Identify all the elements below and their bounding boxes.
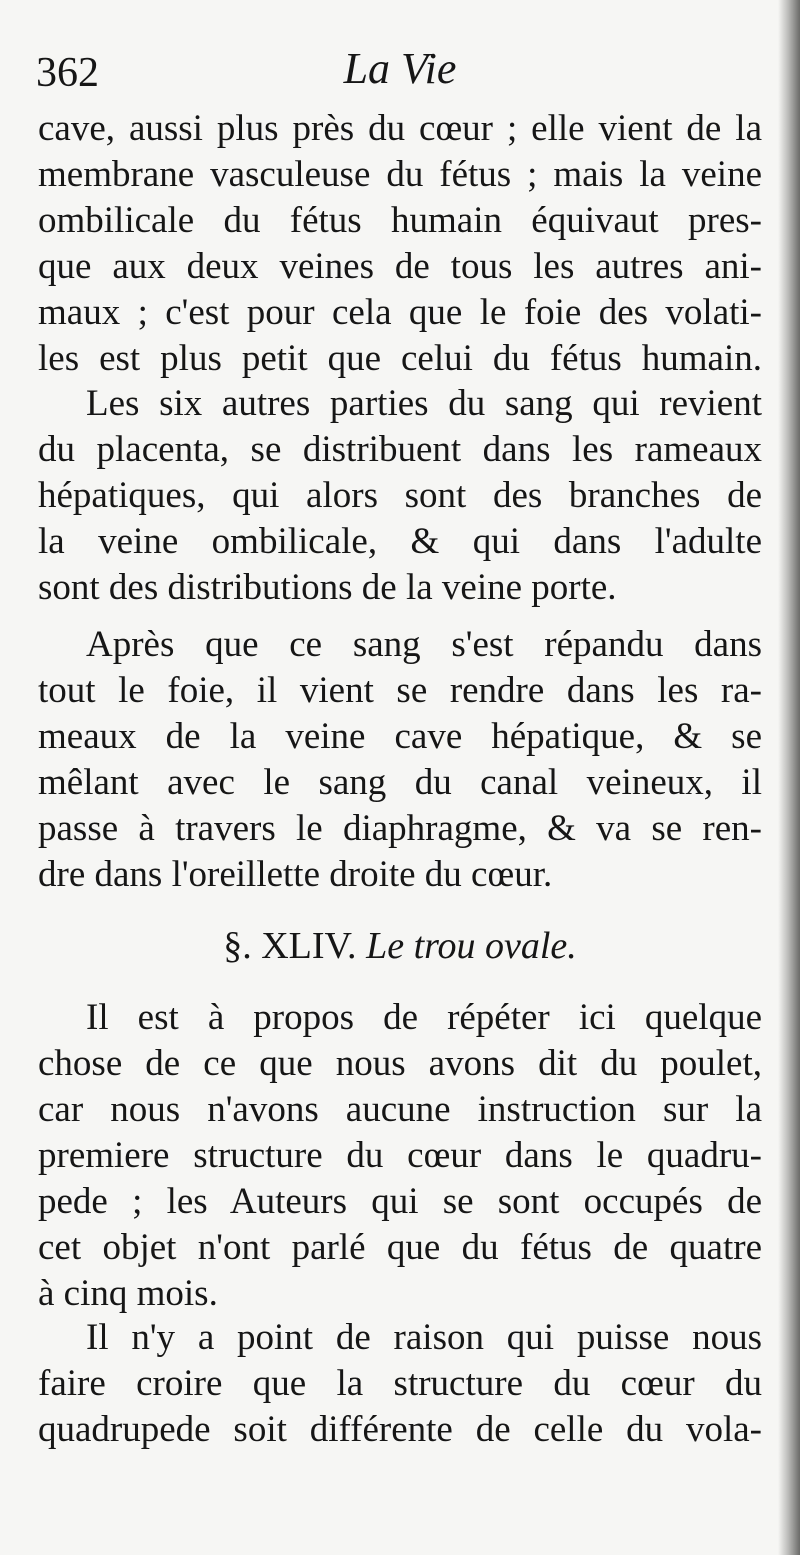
text-line: dre dans l'oreillette droite du cœur. — [38, 854, 553, 895]
text-line: ombilicale du fétus humain équivaut pres- — [38, 200, 762, 241]
running-title: La Vie — [343, 44, 457, 93]
section-heading — [0, 921, 800, 971]
text-line: quadrupede soit différente de celle du vola- — [38, 1409, 762, 1450]
text-line: Les six autres parties du sang qui revient — [86, 383, 762, 424]
text-line: Après que ce sang s'est répandu dans — [86, 624, 762, 665]
paragraph-3 — [38, 622, 762, 898]
text-line: Il est à propos de répéter ici quelque — [86, 997, 762, 1038]
text-line: du placenta, se distribuent dans les rameaux — [38, 429, 762, 470]
section-title: Le trou ovale. — [366, 925, 577, 967]
text-line: premiere structure du cœur dans le quadru- — [38, 1135, 762, 1176]
text-line: cet objet n'ont parlé que du fétus de quatre — [38, 1227, 762, 1268]
text-line: la veine ombilicale, & qui dans l'adulte — [38, 521, 762, 562]
text-line: faire croire que la structure du cœur du — [38, 1363, 762, 1404]
page-number: 362 — [36, 50, 99, 96]
text-line: pede ; les Auteurs qui se sont occupés de — [38, 1181, 762, 1222]
text-line: membrane vasculeuse du fétus ; mais la veine — [38, 154, 762, 195]
text-line: sont des distributions de la veine porte. — [38, 567, 617, 608]
paragraph-4 — [38, 995, 762, 1317]
text-line: chose de ce que nous avons dit du poulet, — [38, 1043, 762, 1084]
text-line: que aux deux veines de tous les autres ani- — [38, 246, 762, 287]
text-line: Il n'y a point de raison qui puisse nous — [86, 1317, 762, 1358]
section-number: §. XLIV. — [223, 925, 357, 967]
text-line: les est plus petit que celui du fétus humain. — [38, 338, 762, 379]
text-line: car nous n'avons aucune instruction sur la — [38, 1089, 762, 1130]
text-line: à cinq mois. — [38, 1273, 218, 1314]
text-line: meaux de la veine cave hépatique, & se — [38, 716, 762, 757]
text-line: cave, aussi plus près du cœur ; elle vient de la — [38, 108, 762, 149]
text-line: hépatiques, qui alors sont des branches de — [38, 475, 762, 516]
paragraph-2 — [38, 381, 762, 611]
text-line: passe à travers le diaphragme, & va se ren- — [38, 808, 762, 849]
paragraph-1 — [38, 106, 762, 382]
paragraph-5 — [38, 1315, 762, 1453]
text-line: maux ; c'est pour cela que le foie des volati- — [38, 292, 762, 333]
text-line: mêlant avec le sang du canal veineux, il — [38, 762, 762, 803]
page-edge-shadow — [778, 0, 800, 1555]
page-header — [0, 38, 800, 98]
text-line: tout le foie, il vient se rendre dans les ra- — [38, 670, 762, 711]
